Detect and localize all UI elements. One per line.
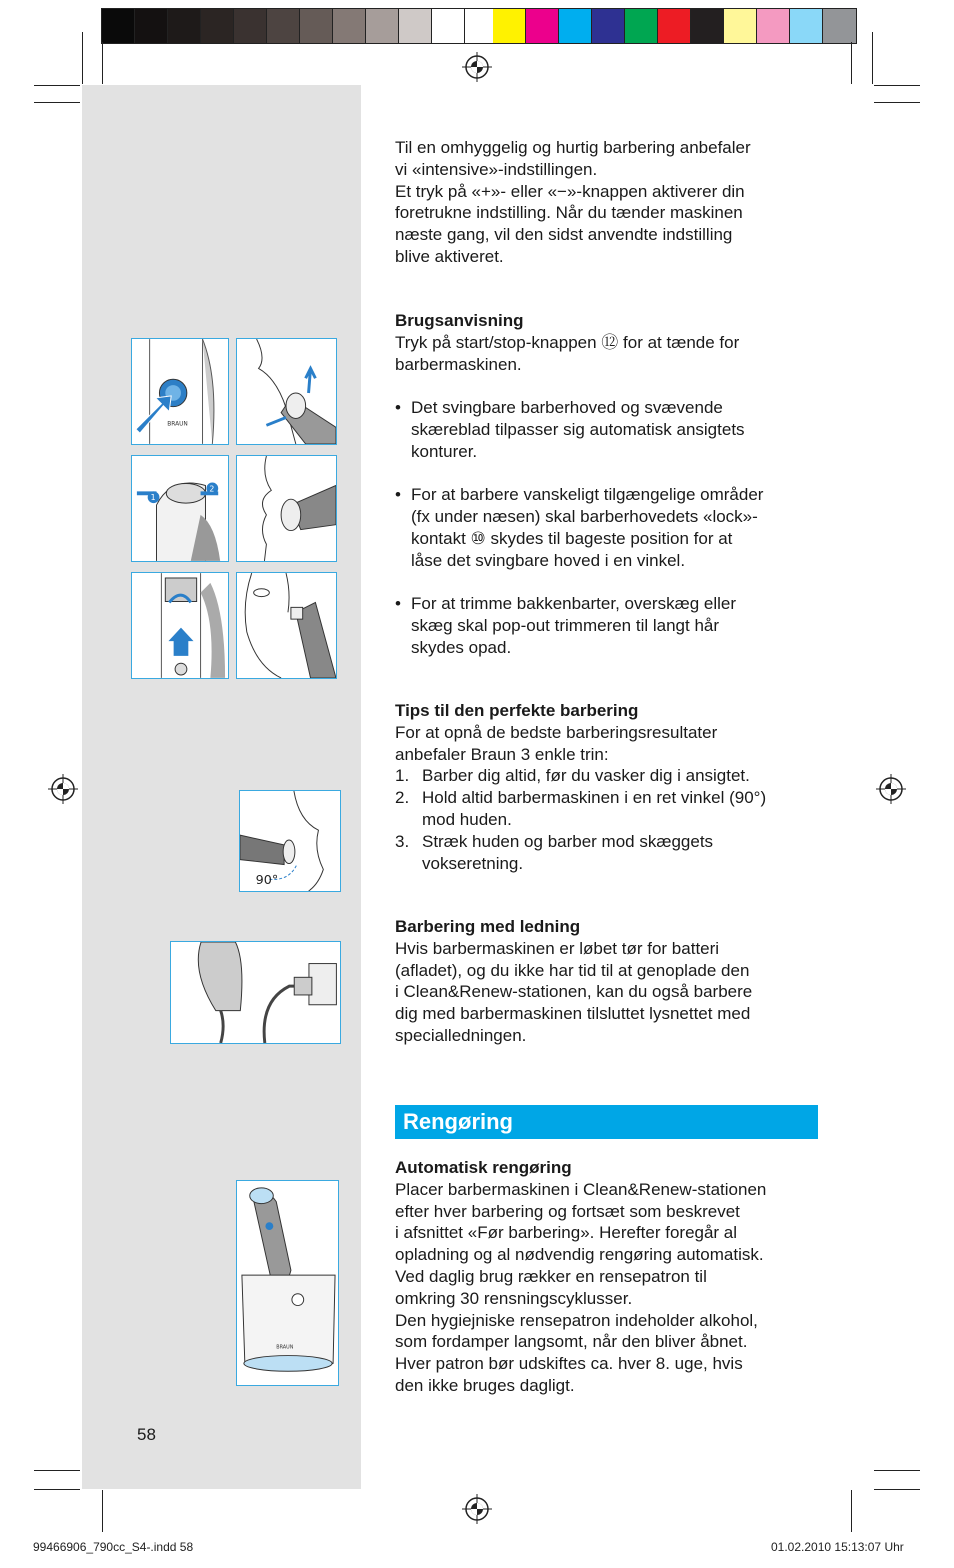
figure-brand-label: BRAUN [167,421,188,428]
text-line: efter hver barbering og fortsæt som beskrevet [395,1201,740,1221]
text-line: foretrukne indstilling. Når du tænder maskinen [395,203,743,223]
figure-trimming-sideburns [236,572,337,679]
text-line: i Clean&Renew-stationen, kan du også barbere [395,982,753,1002]
bullet-icon: • [395,594,401,614]
figure-trimmer-slide [131,572,229,679]
crop-mark [851,42,852,84]
color-swatch [300,9,333,43]
footer-timestamp: 01.02.2010 15:13:07 Uhr [771,1540,904,1554]
text-line: Hvis barbermaskinen er løbet tør for batteri [395,938,720,958]
text-line: anbefaler Braun 3 enkle trin: [395,744,609,764]
crop-mark [34,1489,80,1490]
figure-cord-shaving [170,941,341,1044]
figure-start-button [131,338,229,445]
color-swatch [790,9,823,43]
text-line: dig med barbermaskinen tilsluttet lysnettet med [395,1004,751,1024]
text-line: skydes opad. [411,637,512,657]
registration-mark-icon [462,1494,492,1524]
text-line: Hold altid barbermaskinen i en ret vinkel (90°) [422,788,767,808]
figure-step-1: 1 [150,493,156,503]
text-line: opladning og al nødvendig rengøring automatisk. [395,1245,764,1265]
text-line: For at opnå de bedste barberingsresultater [395,722,718,742]
section-title-rengoring: Rengøring [395,1105,818,1139]
figure-shaving-neck [236,338,337,445]
text-line: skæg skal pop-out trimmeren til langt hår [411,616,720,636]
step-number: 2. [395,788,410,808]
crop-mark [874,102,920,103]
text-line: Stræk huden og barber mod skæggets [422,831,714,851]
figure-shaving-nose [236,455,337,562]
section-tips [395,700,825,874]
text-line: Et tryk på «+»- eller «−»-knappen aktiverer din [395,181,745,201]
crop-mark [851,1490,852,1532]
text-line: Den hygiejniske rensepatron indeholder alkohol, [395,1310,758,1330]
text-line: Barber dig altid, før du vasker dig i ansigtet. [422,766,750,786]
text-line: vi «intensive»-indstillingen. [395,159,598,179]
crop-mark [872,32,873,84]
text-line: barbermaskinen. [395,354,522,374]
color-swatch [366,9,399,43]
text-line: som fordamper langsomt, når den bliver åbnet. [395,1332,748,1352]
numbered-step [395,765,825,787]
section-ledning [395,916,825,1047]
figure-90-degree-angle [239,790,341,892]
crop-mark [34,102,80,103]
section-heading: Tips til den perfekte barbering [395,701,639,720]
bullet-icon: • [395,485,401,505]
figure-lock-switch [131,455,229,562]
color-swatch [102,9,135,43]
bullet-item [395,397,825,462]
color-swatch [526,9,559,43]
crop-mark [102,42,103,84]
color-swatch [399,9,432,43]
text-line: låse det svingbare hoved i en vinkel. [411,550,686,570]
crop-mark [82,32,83,84]
text-line: mod huden. [422,809,512,829]
text-line: For at trimme bakkenbarter, overskæg eller [411,594,737,614]
text-line: Placer barbermaskinen i Clean&Renew-stationen [395,1179,767,1199]
section-heading: Brugsanvisning [395,311,524,330]
text-line: vokseretning. [422,853,524,873]
registration-mark-icon [876,774,906,804]
color-swatch [267,9,300,43]
step-number: 3. [395,831,410,851]
color-swatch [823,9,856,43]
color-swatch [493,9,526,43]
registration-mark-icon [48,774,78,804]
crop-mark [34,85,80,86]
color-swatch [201,9,234,43]
text-line: Til en omhyggelig og hurtig barbering anbefaler [395,138,751,157]
color-swatch [592,9,625,43]
crop-mark [874,85,920,86]
color-swatch [234,9,267,43]
color-swatch [168,9,201,43]
section-heading: Barbering med ledning [395,917,581,936]
crop-mark [874,1470,920,1471]
color-swatch [724,9,757,43]
section-brugsanvisning [395,310,825,659]
step-number: 1. [395,766,410,786]
text-line: skæreblad tilpasser sig automatisk ansigtets [411,419,745,439]
color-swatch [333,9,366,43]
figure-clean-renew-station [236,1180,339,1386]
bullet-icon: • [395,398,401,418]
text-line: kontakt ⑩ skydes til bageste position for at [411,528,733,548]
angle-label: 90° [255,873,279,889]
color-swatch [135,9,168,43]
intro-paragraph [395,137,825,268]
color-swatch [625,9,658,43]
text-line: Ved daglig brug rækker en rensepatron til [395,1266,707,1286]
text-line: Tryk på start/stop-knappen ⑫ for at tænde for [395,332,740,352]
numbered-step [395,831,825,875]
text-line: For at barbere vanskeligt tilgængelige områder [411,485,764,505]
color-swatch [432,9,465,43]
text-line: Det svingbare barberhoved og svævende [411,398,723,418]
text-line: (afladet), og du ikke har tid til at genoplade den [395,960,750,980]
section-automatisk-rengoring [395,1157,825,1397]
bullet-item [395,593,825,658]
text-line: den ikke bruges dagligt. [395,1375,575,1395]
text-line: omkring 30 rensningscyklusser. [395,1288,633,1308]
text-line: næste gang, vil den sidst anvendte indstilling [395,225,733,245]
crop-mark [874,1489,920,1490]
color-swatch [559,9,592,43]
text-line: i afsnittet «Før barbering». Herefter foregår al [395,1223,738,1243]
text-line: Hver patron bør udskiftes ca. hver 8. uge, hvis [395,1354,743,1374]
numbered-step [395,787,825,831]
crop-mark [34,1470,80,1471]
registration-mark-icon [462,52,492,82]
footer-file-info: 99466906_790cc_S4-.indd 58 [33,1540,194,1554]
page-number: 58 [137,1425,156,1444]
color-swatch [658,9,691,43]
color-swatch [757,9,790,43]
crop-mark [102,1490,103,1532]
bullet-item [395,484,825,571]
figure-brand-label: BRAUN [276,1344,294,1351]
figure-step-2: 2 [209,484,215,494]
color-calibration-bar [101,8,857,44]
text-line: konturer. [411,441,478,461]
text-line: (fx under næsen) skal barberhovedets «lock»- [411,507,758,527]
text-line: specialledningen. [395,1025,527,1045]
color-bar-gap [465,9,493,43]
text-line: blive aktiveret. [395,246,504,266]
color-swatch [691,9,724,43]
section-heading: Automatisk rengøring [395,1158,572,1177]
